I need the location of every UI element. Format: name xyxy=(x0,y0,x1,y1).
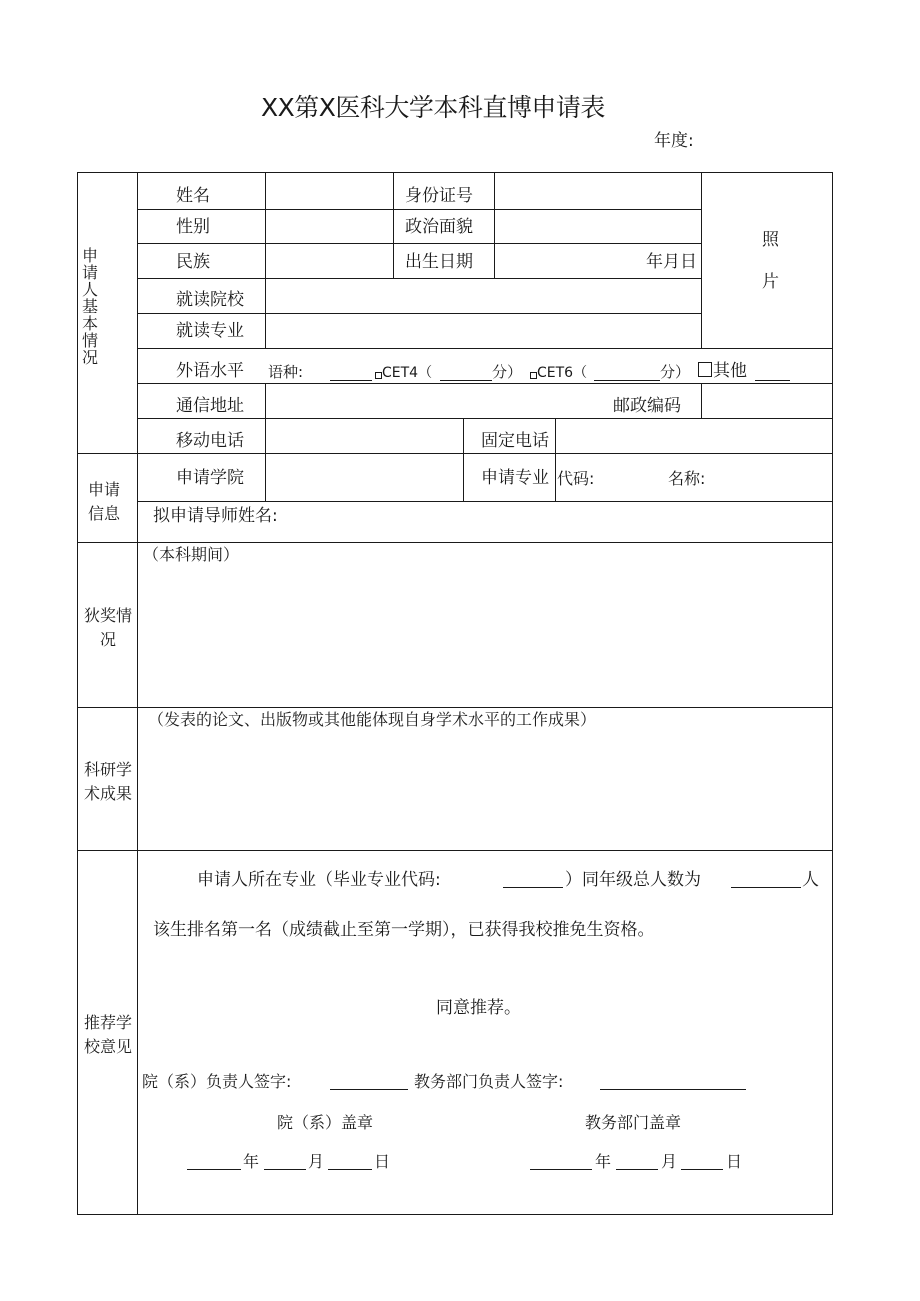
section-recommendation: 推荐学校意见 xyxy=(83,1013,132,1056)
cet6-label: CET6（ xyxy=(537,365,588,381)
birth-date-suffix: 年月日 xyxy=(646,252,697,272)
office-year-blank[interactable] xyxy=(530,1169,592,1170)
label-language-level: 外语水平 xyxy=(176,361,244,381)
sign-dept-blank[interactable] xyxy=(330,1089,408,1090)
label-major-name: 名称: xyxy=(668,469,706,488)
label-apply-major: 申请专业 xyxy=(481,468,549,488)
label-supervisor: 拟申请导师姓名: xyxy=(153,506,278,526)
recommend-line2: 该生排名第一名（成绩截止至第一学期），已获得我校推免生资格。 xyxy=(153,920,655,940)
awards-note: （本科期间） xyxy=(143,545,240,564)
cet6-score-unit: 分） xyxy=(660,363,691,381)
label-postcode: 邮政编码 xyxy=(613,396,681,416)
cet6-checkbox[interactable] xyxy=(530,372,537,379)
recommend-line1-b: ）同年级总人数为 xyxy=(565,870,701,890)
other-label: 其他 xyxy=(713,361,747,381)
label-ethnicity: 民族 xyxy=(176,252,210,272)
cet4-checkbox[interactable] xyxy=(375,372,382,379)
recommend-agree: 同意推荐。 xyxy=(436,998,521,1018)
label-major-code: 代码: xyxy=(557,469,595,488)
cet6-score-blank[interactable] xyxy=(594,380,660,381)
other-blank[interactable] xyxy=(755,380,790,381)
section-apply-info: 申请信息 xyxy=(88,480,121,523)
dept-month-label: 月 xyxy=(308,1152,325,1171)
dept-year-label: 年 xyxy=(243,1152,260,1171)
stamp-office-label: 教务部门盖章 xyxy=(585,1113,682,1132)
label-gender: 性别 xyxy=(176,217,210,237)
sign-dept-label: 院（系）负责人签字: xyxy=(142,1072,292,1091)
language-kind: 语种: xyxy=(268,363,304,381)
recommend-line1-a: 申请人所在专业（毕业专业代码: xyxy=(197,870,441,890)
dept-year-blank[interactable] xyxy=(187,1169,241,1170)
photo-label-1: 照 xyxy=(762,230,779,250)
section-awards: 狄奖情况 xyxy=(83,606,132,649)
cet4-label: CET4（ xyxy=(382,365,433,381)
total-count-blank[interactable] xyxy=(731,887,801,888)
cet4-score-blank[interactable] xyxy=(440,380,492,381)
office-month-label: 月 xyxy=(661,1152,678,1171)
other-checkbox[interactable] xyxy=(698,362,712,377)
label-school: 就读院校 xyxy=(176,290,244,310)
photo-label-2: 片 xyxy=(762,272,779,292)
section-research: 科研学术成果 xyxy=(83,760,132,803)
stamp-dept-label: 院（系）盖章 xyxy=(277,1113,374,1132)
dept-day-label: 日 xyxy=(374,1152,391,1171)
sign-office-blank[interactable] xyxy=(600,1089,746,1090)
dept-day-blank[interactable] xyxy=(328,1169,372,1170)
office-month-blank[interactable] xyxy=(616,1169,658,1170)
research-note: （发表的论文、出版物或其他能体现自身学术水平的工作成果） xyxy=(148,710,597,729)
label-birth-date: 出生日期 xyxy=(405,252,473,272)
label-mobile: 移动电话 xyxy=(176,431,244,451)
label-name: 姓名 xyxy=(176,186,210,206)
office-year-label: 年 xyxy=(595,1152,612,1171)
label-landline: 固定电话 xyxy=(481,431,549,451)
label-political-status: 政治面貌 xyxy=(405,217,473,237)
recommend-line1-c: 人 xyxy=(802,870,819,890)
section-basic-info: 申请人基本情况 xyxy=(81,246,98,367)
year-label: 年度: xyxy=(654,131,694,151)
label-id-number: 身份证号 xyxy=(405,186,473,206)
label-address: 通信地址 xyxy=(176,396,244,416)
major-code-blank[interactable] xyxy=(503,887,563,888)
sign-office-label: 教务部门负责人签字: xyxy=(414,1072,564,1091)
cet4-score-unit: 分） xyxy=(492,363,523,381)
label-major: 就读专业 xyxy=(176,321,244,341)
language-kind-blank[interactable] xyxy=(330,380,372,381)
dept-month-blank[interactable] xyxy=(264,1169,306,1170)
office-day-blank[interactable] xyxy=(681,1169,723,1170)
label-apply-college: 申请学院 xyxy=(176,468,244,488)
page-title: XX第X医科大学本科直博申请表 xyxy=(261,93,605,122)
office-day-label: 日 xyxy=(726,1152,743,1171)
